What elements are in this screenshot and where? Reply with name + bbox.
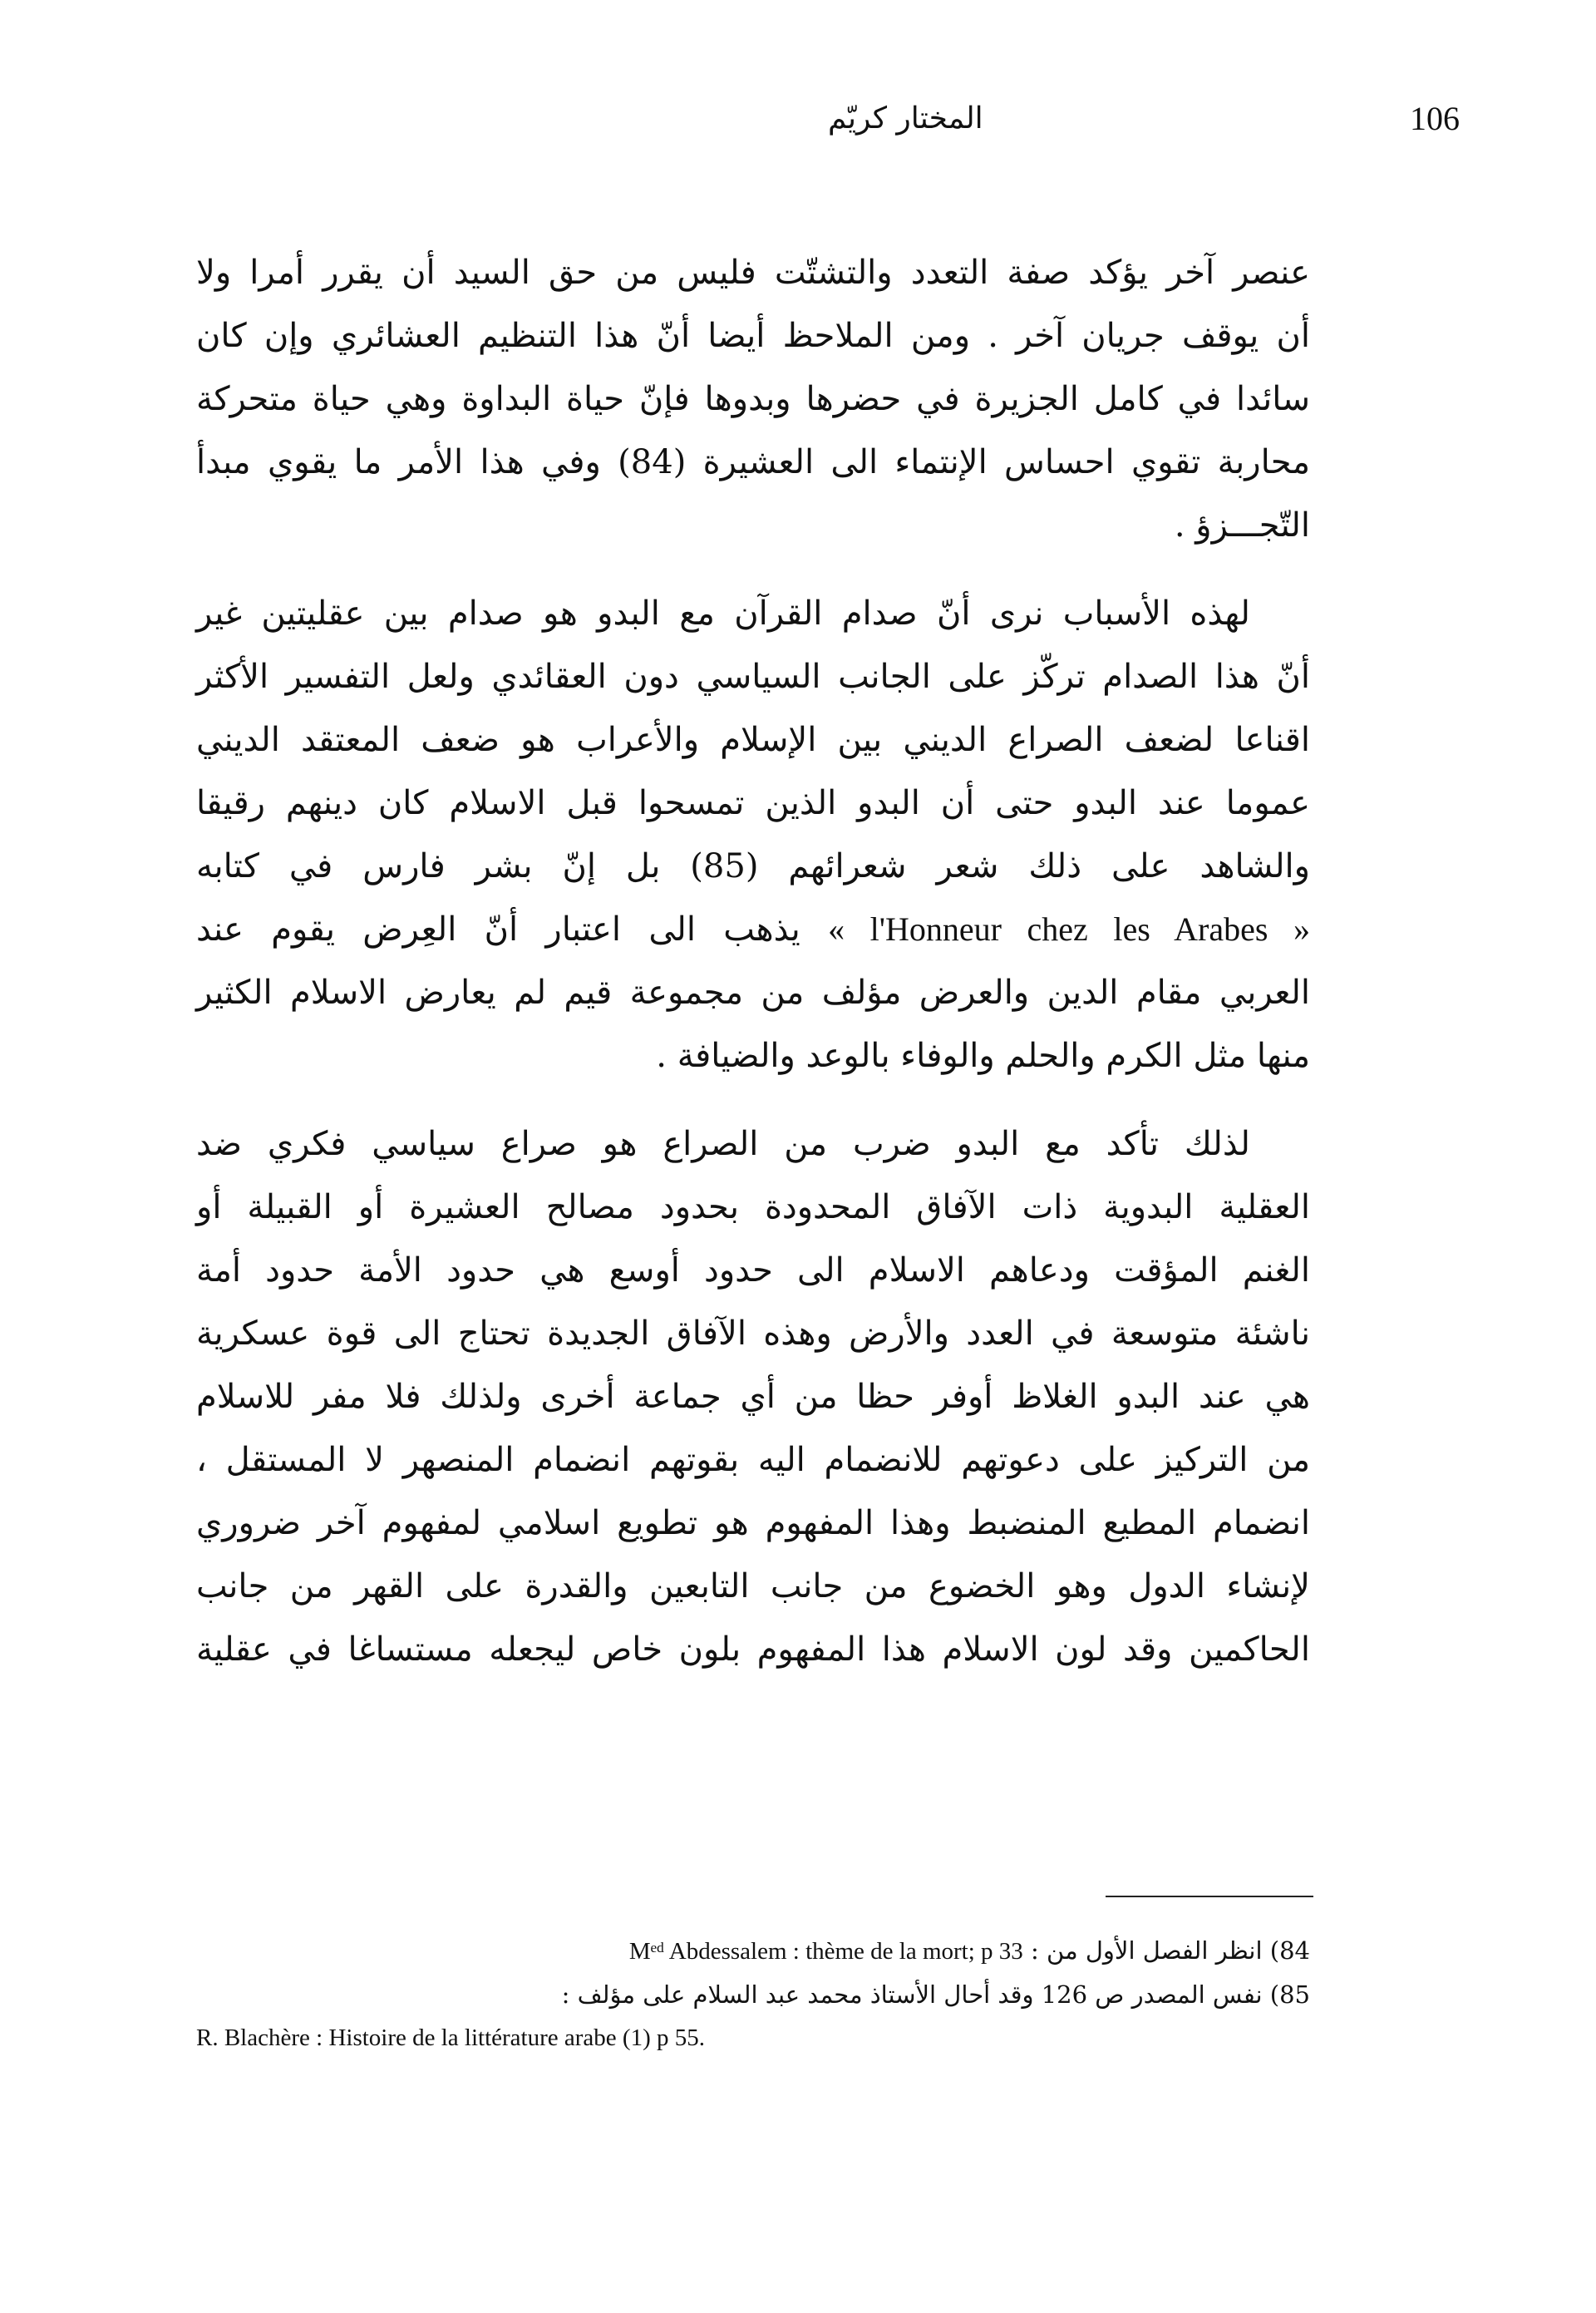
text-line: محاربة تقوي احساس الإنتماء الى العشيرة (84) وفي هذا الأمر ما يقوي مبدأ xyxy=(196,443,1311,481)
text-line: لهذه الأسباب نرى أنّ صدام القرآن مع البدو هو صدام بين عقليتين غير xyxy=(196,594,1250,633)
inline-ltr-title: « l'Honneur chez les Arabes » xyxy=(828,910,1310,948)
footnote-84-latin: Mᵉᵈ Abdessalem : thème de la mort; p 33 xyxy=(628,1938,1023,1965)
text-line: منها مثل الكرم والحلم والوفاء بالوعد والضيافة . xyxy=(656,1037,1310,1075)
text-line: لإنشاء الدول وهو الخضوع من جانب التابعين والقدرة على القهر من جانب xyxy=(196,1567,1310,1605)
text-line: ناشئة متوسعة في العدد والأرض وهذه الآفاق الجديدة تحتاج الى قوة عسكرية xyxy=(196,1314,1310,1353)
text-line: انضمام المطيع المنضبط وهذا المفهوم هو تطويع اسلامي لمفهوم آخر ضروري xyxy=(196,1504,1310,1542)
footnote-divider xyxy=(1106,1896,1313,1897)
text-line: الغنم المؤقت ودعاهم الاسلام الى حدود أوسع هي حدود الأمة حدود أمة xyxy=(196,1251,1310,1290)
text-line: لذلك تأكد مع البدو ضرب من الصراع هو صراع سياسي فكري ضد xyxy=(196,1125,1250,1163)
text-line: أن يوقف جريان آخر . ومن الملاحظ أيضا أنّ هذا التنظيم العشائري وإن كان xyxy=(196,317,1310,355)
text-line: سائدا في كامل الجزيرة في حضرها وبدوها فإنّ حياة البداوة وهي حياة متحركة xyxy=(196,380,1310,418)
footnote-84 xyxy=(196,1929,1310,1973)
text-line: العقلية البدوية ذات الآفاق المحدودة بحدود مصالح العشيرة أو القبيلة أو xyxy=(196,1188,1310,1226)
paragraph-3 xyxy=(196,1112,1310,1681)
footnote-85: 85) نفس المصدر ص 126 وقد أحال الأستاذ محمد عبد السلام على مؤلف : xyxy=(561,1980,1310,2009)
footnote-85-latin: R. Blachère : Histoire de la littérature arabe (1) p 55. xyxy=(196,2024,705,2051)
footnotes xyxy=(196,1929,1310,2059)
footnote-84-arabic: 84) انظر الفصل الأول من : xyxy=(1031,1936,1310,1965)
inline-rtl-text: يذهب الى اعتبار أنّ العِرض يقوم عند xyxy=(196,910,800,949)
text-line: هي عند البدو الغلاظ أوفر حظا من أي جماعة أخرى ولذلك فلا مفر للاسلام xyxy=(196,1378,1310,1416)
paragraph-1 xyxy=(196,241,1310,557)
page-number: 106 xyxy=(1410,100,1460,137)
text-line: والشاهد على ذلك شعر شعرائهم (85) بل إنّ بشر فارس في كتابه xyxy=(196,847,1310,885)
text-line-mixed xyxy=(196,898,1310,961)
text-line: أنّ هذا الصدام تركّز على الجانب السياسي دون العقائدي ولعل التفسير الأكثر xyxy=(196,658,1310,696)
text-line: عنصر آخر يؤكد صفة التعدد والتشتّت فليس من حق السيد أن يقرر أمرا ولا xyxy=(196,254,1310,292)
text-line: التّجـــزؤ . xyxy=(1174,506,1310,545)
paragraph-2 xyxy=(196,582,1310,1087)
running-title: المختار كريّم xyxy=(828,101,983,136)
text-line: الحاكمين وقد لون الاسلام هذا المفهوم بلون خاص ليجعله مستساغا في عقلية xyxy=(196,1630,1310,1669)
page-header xyxy=(196,90,1460,148)
text-line: من التركيز على دعوتهم للانضمام اليه بقوتهم انضمام المنصهر لا المستقل ، xyxy=(196,1441,1310,1479)
text-line: عموما عند البدو حتى أن البدو الذين تمسحوا قبل الاسلام كان دينهم رقيقا xyxy=(196,784,1310,822)
page-body xyxy=(196,241,1310,1681)
text-line: العربي مقام الدين والعرض مؤلف من مجموعة قيم لم يعارض الاسلام الكثير xyxy=(196,974,1310,1012)
text-line: اقناعا لضعف الصراع الديني بين الإسلام والأعراب هو ضعف المعتقد الديني xyxy=(196,721,1310,759)
